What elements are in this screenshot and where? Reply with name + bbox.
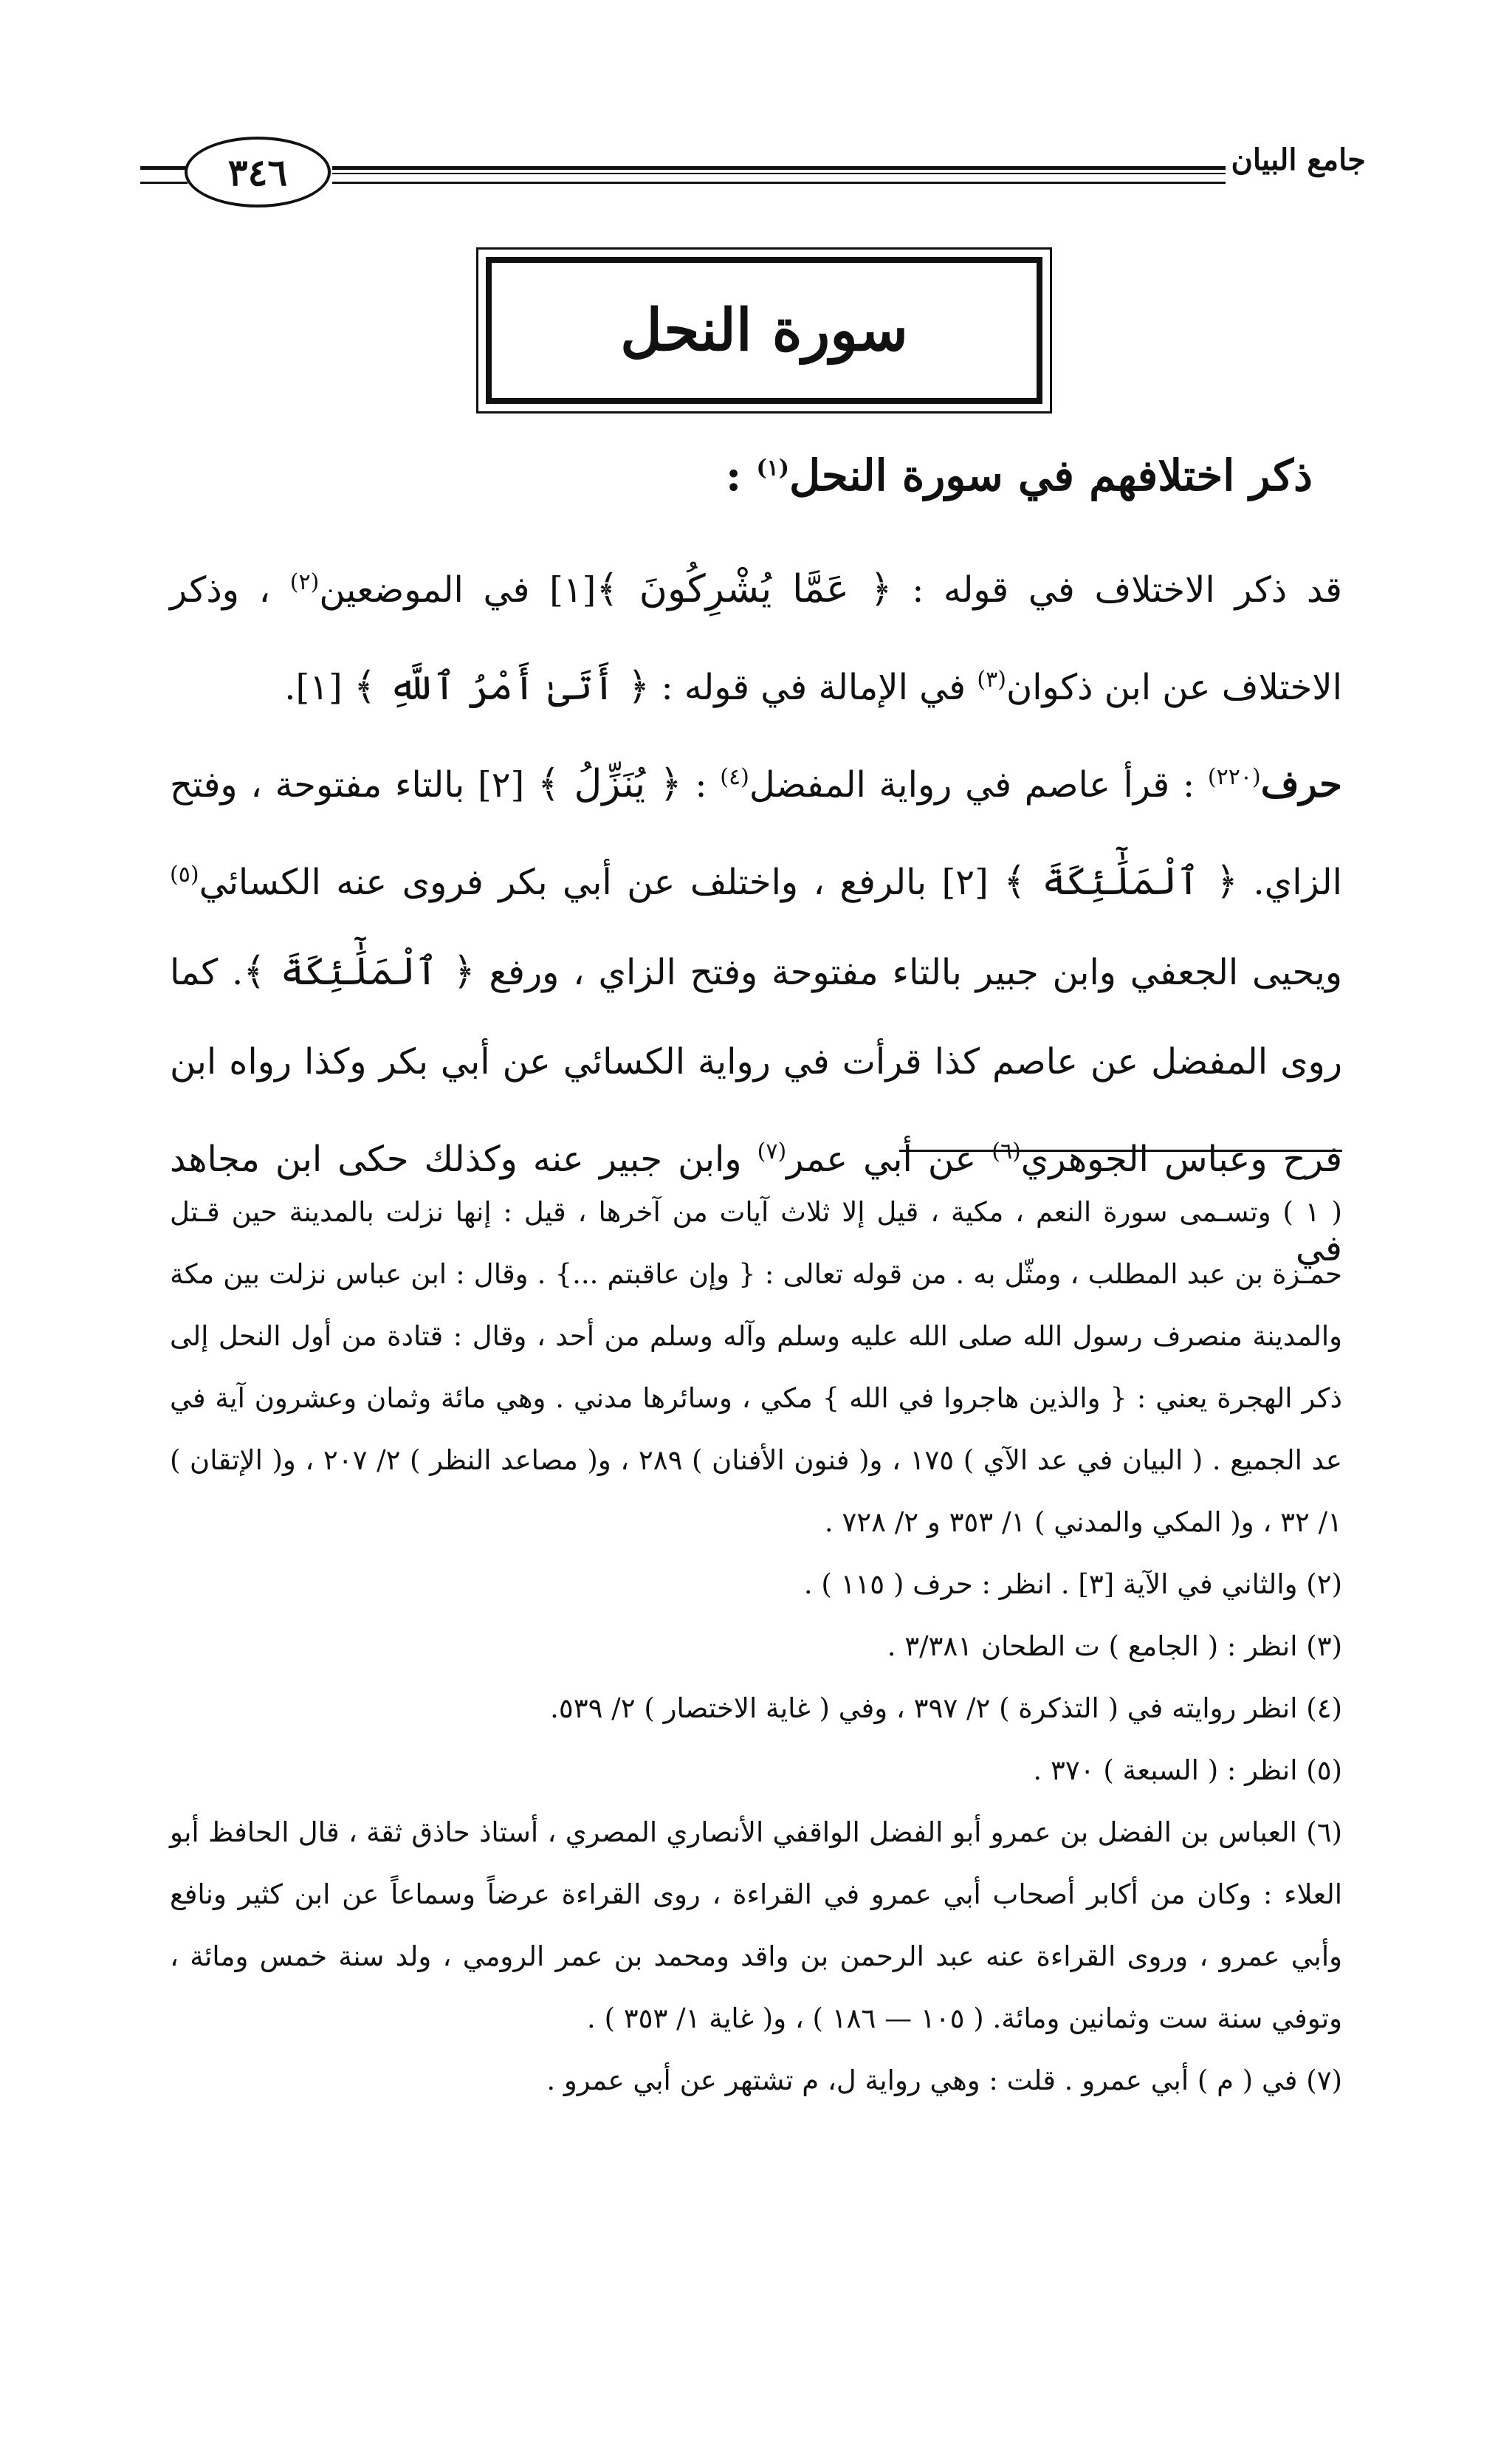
harf-label: حرف xyxy=(1260,762,1343,806)
quran-quote: ﴿ عَمَّا يُشْرِكُونَ ﴾ xyxy=(596,567,893,611)
page-number: ٣٤٦ xyxy=(185,137,331,207)
footnote-ref: (١) xyxy=(756,455,789,481)
footnote: (٧) في ( م ) أبي عمرو . قلت : وهي رواية ل، م تشتهر عن أبي عمرو . xyxy=(546,2065,1342,2096)
footnote-ref: (٤) xyxy=(720,764,749,790)
quran-quote: ﴿ يُنَزِّلُ ﴾ xyxy=(537,762,682,806)
surah-title: سورة النحل xyxy=(620,297,908,364)
footnote-ref: (٥) xyxy=(170,862,199,888)
harf-number: (٢٢٠) xyxy=(1207,764,1261,790)
surah-title-frame xyxy=(476,247,1052,413)
quran-quote: ﴿ ٱلْمَلَٰٓئِكَةَ ﴾ xyxy=(1003,859,1238,904)
footnote-ref: (٧) xyxy=(757,1139,787,1164)
quran-quote: ﴿ أَتَىٰ أَمْرُ ٱللَّهِ ﴾ xyxy=(353,665,650,709)
header-rule xyxy=(332,166,1226,184)
running-header xyxy=(140,137,1366,203)
footnote: (٥) انظر : ( السبعة ) ٣٧٠ . xyxy=(1033,1754,1342,1786)
header-left-rule xyxy=(140,166,188,184)
section-heading: ذكر اختلافهم في سورة النحل$^{(١)}$ : xyxy=(725,450,1313,501)
book-title: جامع البيان xyxy=(1231,143,1366,177)
main-text xyxy=(170,538,1342,1294)
footnote-ref: (٢) xyxy=(289,569,320,595)
footnote-divider xyxy=(899,1150,1342,1152)
footnote: (٦) العباس بن الفضل بن عمرو أبو الفضل الواقفي الأنصاري المصري ، أستاذ حاذق ثقة ، قال الحافظ أبو العلاء : وكان من أكابر أصحاب أبي عمرو في القراءة ، روى القراءة عرضاً وسماعاً عن ابن كثير ونافع وأبي عمرو ، وروى القراءة عنه عبد الرحمن بن واقد ومحمد بن عمر الرومي ، ولد سنة خمس ومائة ، وتوفي سنة ست وثمانين ومائة. ( ١٠٥ — ١٨٦ ) ، و( غاية ١/ ٣٥٣ ) . xyxy=(170,1816,1342,2034)
footnote-ref: (٦) xyxy=(992,1139,1021,1164)
footnote: (٢) والثاني في الآية [٣] . انظر : حرف ( ١١٥ ) . xyxy=(803,1568,1342,1600)
quran-quote: ﴿ ٱلْمَلَٰٓئِكَةَ ﴾ xyxy=(243,950,475,994)
footnotes xyxy=(170,1181,1342,2112)
paragraph: قد ذكر الاختلاف في قوله : ﴿ عَمَّا يُشْرِكُونَ ﴾[١] في الموضعين$^{(٢)}$ ، وذكر الاختلاف عن ابن ذكوان$^{(٣)}$ في الإمالة في قوله : ﴿ أَتَىٰ أَمْرُ ٱللَّهِ ﴾ [١]. xyxy=(170,567,1343,709)
footnote: (٤) انظر روايته في ( التذكرة ) ٢/ ٣٩٧ ، وفي ( غاية الاختصار ) ٢/ ٥٣٩. xyxy=(550,1692,1342,1724)
footnote-ref: (٣) xyxy=(977,667,1006,693)
paragraph: حرف$^{(٢٢٠)}$ : قرأ عاصم في رواية المفضل$^{(٤)}$ : ﴿ يُنَزِّلُ ﴾ [٢] بالتاء مفتوحة ، وفتح الزاي. ﴿ ٱلْمَلَٰٓئِكَةَ ﴾ [٢] بالرفع ، واختلف عن أبي بكر فروى عنه الكسائي$^{(٥)}$ ويحيى الجعفي وابن جبير بالتاء مفتوحة وفتح الزاي ، ورفع ﴿ ٱلْمَلَٰٓئِكَةَ ﴾. كما روى المفضل عن عاصم كذا قرأت في رواية الكسائي عن أبي بكر وكذا رواه ابن فرح وعباس الجوهري$^{(٦)}$ عن أبي عمر$^{(٧)}$ وابن جبير عنه وكذلك حكى ابن مجاهد في xyxy=(170,762,1343,1269)
footnote: (٣) انظر : ( الجامع ) ت الطحان ٣/٣٨١ . xyxy=(887,1630,1342,1662)
footnote: ( ١ ) وتسـمى سورة النعم ، مكية ، قيل إلا ثلاث آيات من آخرها ، قيل : إنها نزلت بالمدينة حين قـتل حمـزة بن عبد المطلب ، ومثّل به . من قوله تعالى : { وإن عاقبتم ...} . وقال : ابن عباس نزلت بين مكة والمدينة منصرف رسول الله صلى الله عليه وسلم وآله وسلم من أحد ، وقال : قتادة من أول النحل إلى ذكر الهجرة يعني : { والذين هاجروا في الله } مكي ، وسائرها مدني . وهي مائة وثمان وعشرون آية في عد الجميع . ( البيان في عد الآي ) ١٧٥ ، و( فنون الأفنان ) ٢٨٩ ، و( مصاعد النظر ) ٢/ ٢٠٧ ، و( الإتقان ) ١/ ٣٢ ، و( المكي والمدني ) ١/ ٣٥٣ و ٢/ ٧٢٨ . xyxy=(170,1196,1342,1538)
